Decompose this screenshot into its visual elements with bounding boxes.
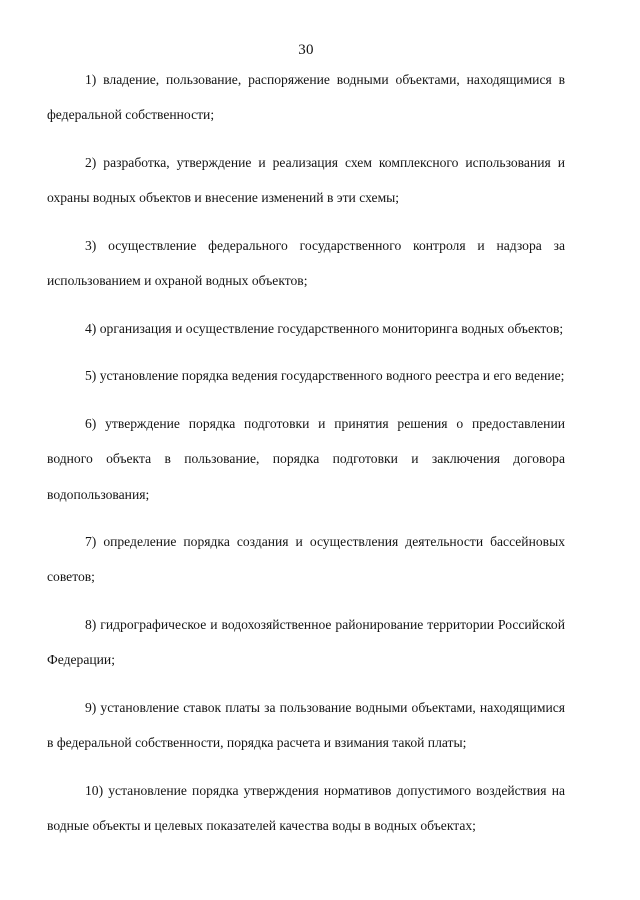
list-item-4: 4) организация и осуществление государственного мониторинга водных объектов; [85,320,564,336]
list-item-9: 9) установление ставок платы за пользование водными объектами, находящимися в федеральной собственности, порядка расчета и взимания такой платы; [47,700,565,751]
list-item-10: 10) установление порядка утверждения нормативов допустимого воздействия на водные объекты и целевых показателей качества воды в водных объектах; [47,782,565,834]
list-item-7: 7) определение порядка создания и осуществления деятельности бассейновых советов; [47,534,565,585]
list-item-6: 6) утверждение порядка подготовки и принятия решения о предоставлении водного объекта в пользование, порядка подготовки и заключения договора водопользования; [47,416,565,502]
list-item-8: 8) гидрографическое и водохозяйственное районирование территории Российской Федерации; [47,617,565,668]
list-item-1: 1) владение, пользование, распоряжение водными объектами, находящимися в федеральной собственности; [47,72,565,123]
page-number: 30 [298,42,314,58]
document-body [47,62,565,856]
list-item-5: 5) установление порядка ведения государственного водного реестра и его ведение; [85,368,565,384]
list-item-2: 2) разработка, утверждение и реализация схем комплексного использования и охраны водных объектов и внесение изменений в эти схемы; [47,154,565,206]
list-item-3: 3) осуществление федерального государственного контроля и надзора за использованием и охраной водных объектов; [47,237,565,289]
